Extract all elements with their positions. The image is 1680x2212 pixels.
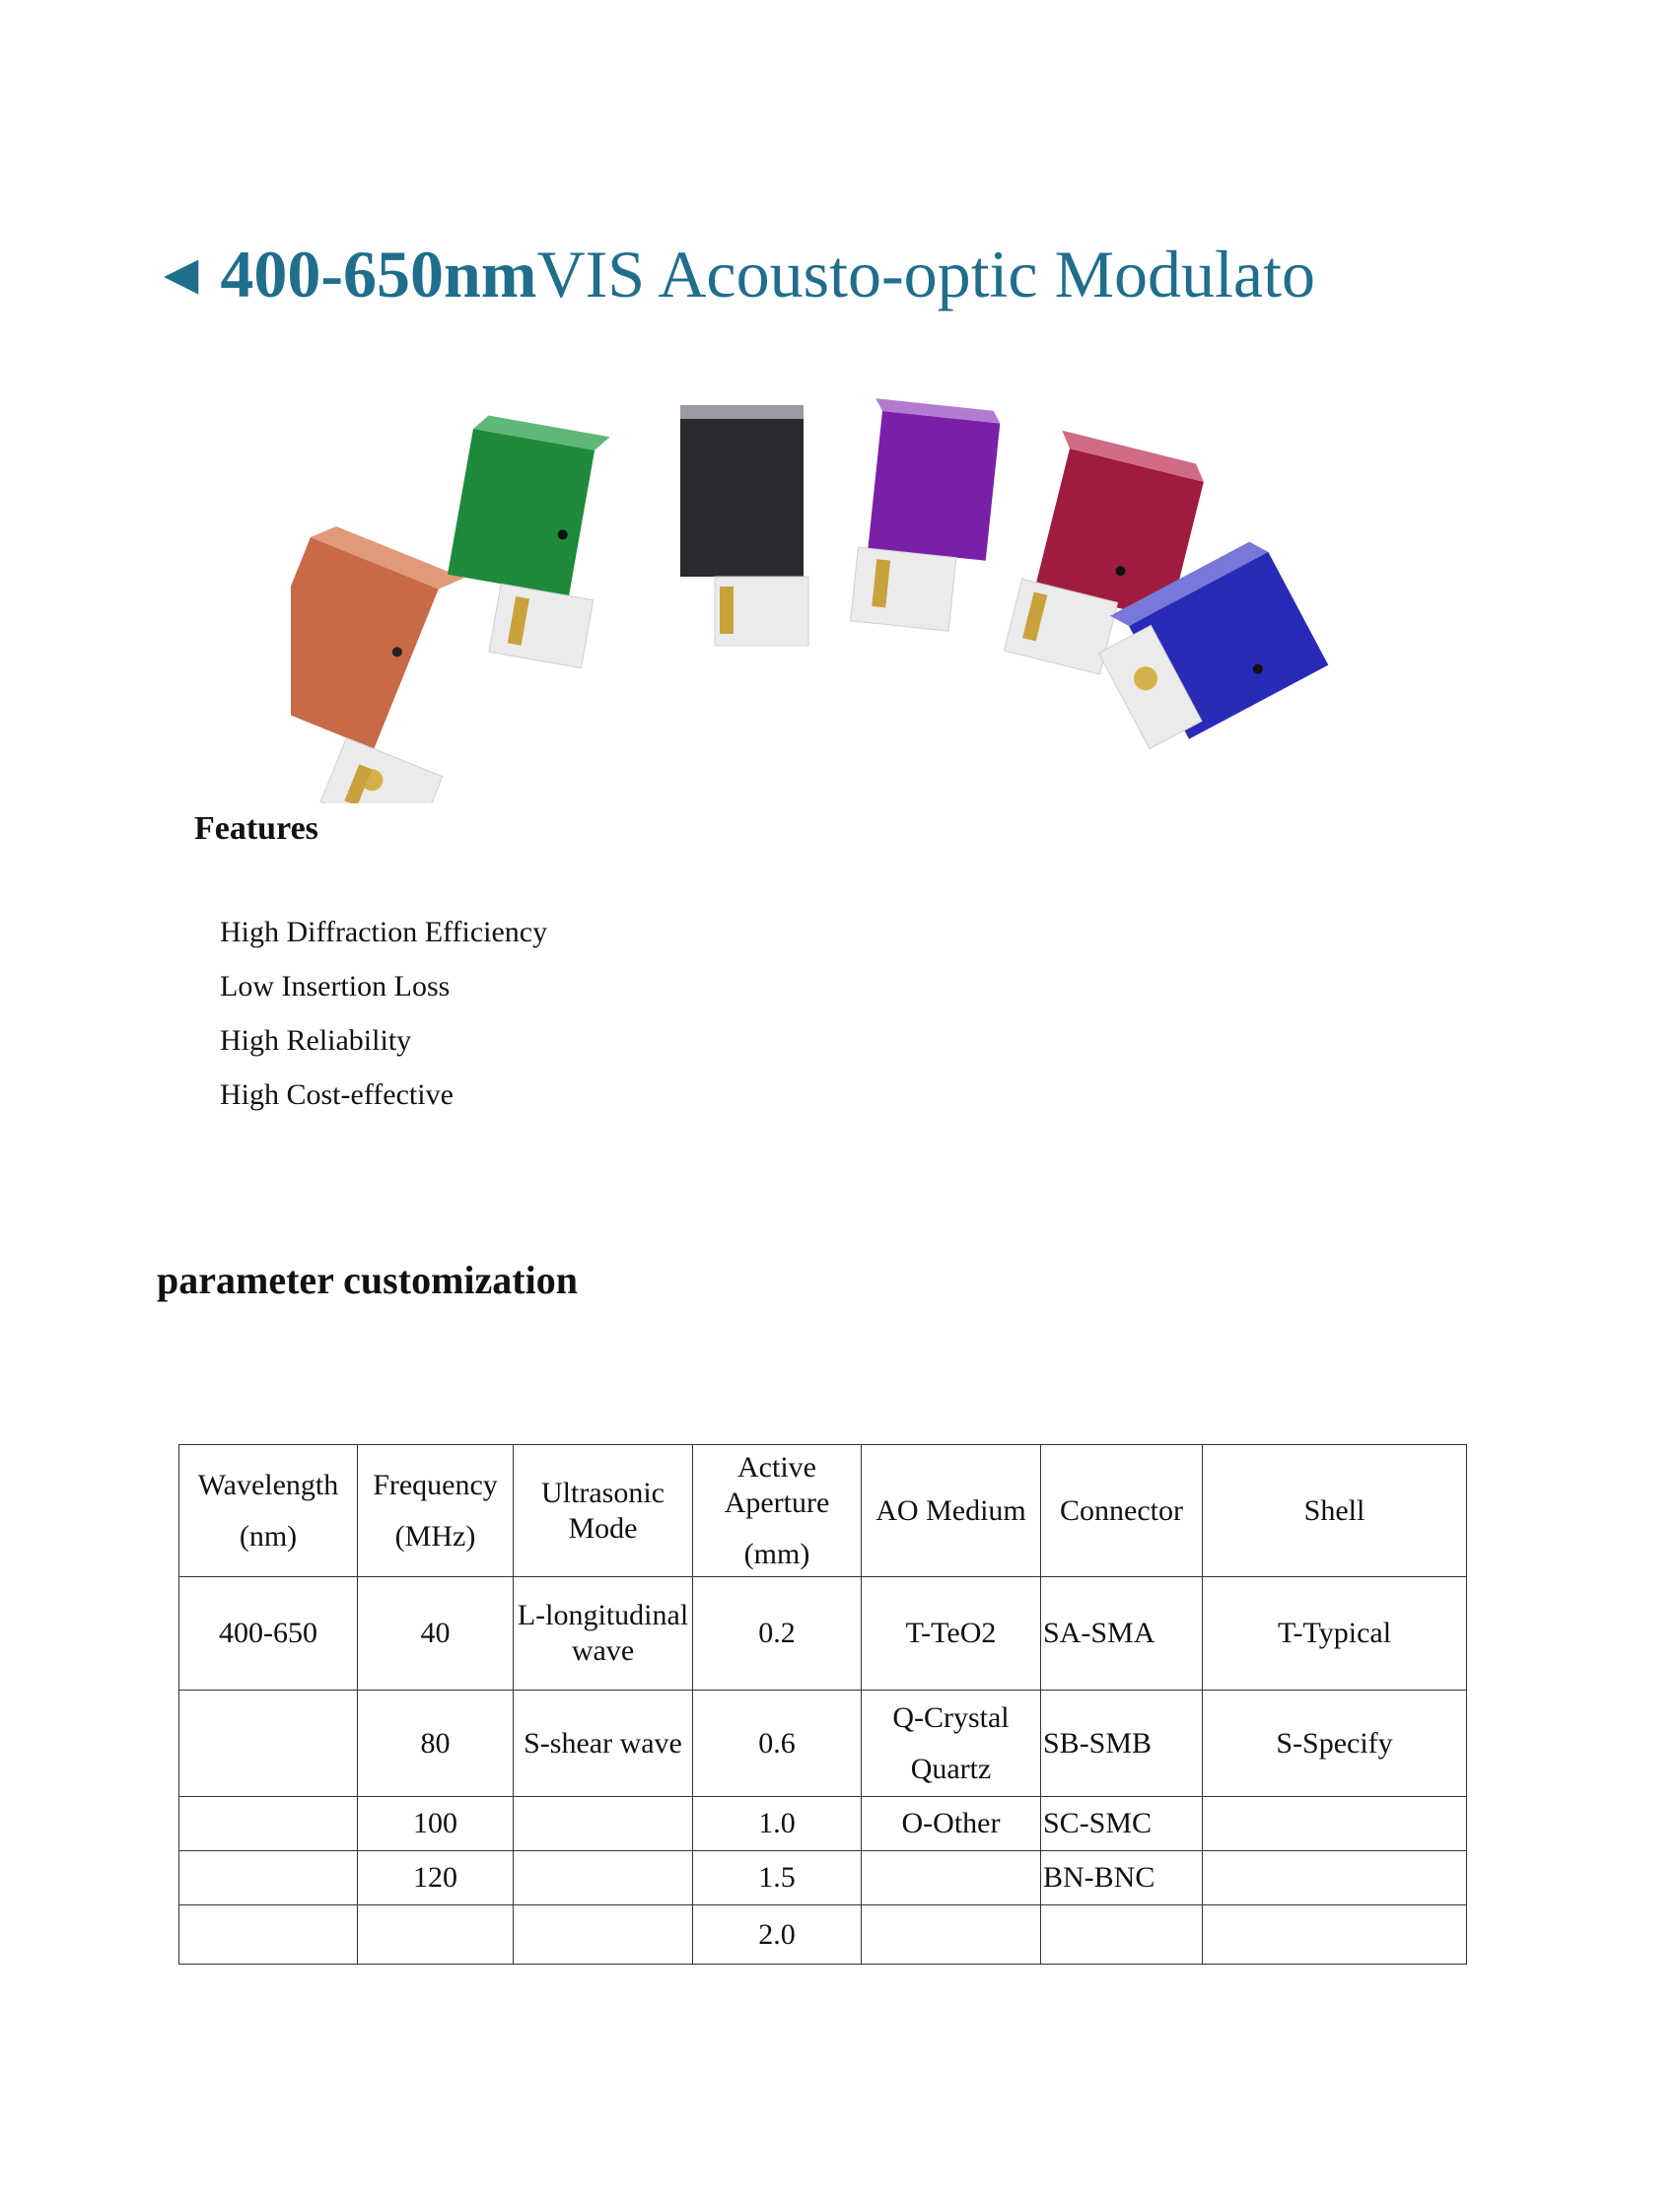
cell-wavelength bbox=[179, 1691, 358, 1797]
cell-aperture: 2.0 bbox=[693, 1905, 862, 1965]
cell-ultrasonic: S-shear wave bbox=[514, 1691, 693, 1797]
triangle-left-icon: ◀ bbox=[164, 248, 199, 299]
header-ultrasonic-mode: Ultrasonic Mode bbox=[514, 1445, 693, 1577]
title-wavelength: 400-650nm bbox=[220, 237, 537, 311]
header-active-aperture: Active Aperture (mm) bbox=[693, 1445, 862, 1577]
header-frequency: Frequency (MHz) bbox=[358, 1445, 514, 1577]
feature-item: High Reliability bbox=[220, 1024, 412, 1057]
modulator-black bbox=[680, 405, 808, 646]
title-text: VIS Acousto-optic Modulato bbox=[536, 237, 1316, 311]
header-ao-medium: AO Medium bbox=[862, 1445, 1041, 1577]
product-photo bbox=[291, 389, 1356, 803]
features-heading: Features bbox=[194, 810, 318, 847]
header-shell: Shell bbox=[1203, 1445, 1467, 1577]
modulator-purple bbox=[851, 398, 1002, 634]
cell-shell bbox=[1203, 1797, 1467, 1851]
table-row bbox=[179, 1577, 1467, 1691]
cell-wavelength bbox=[179, 1905, 358, 1965]
cell-frequency: 80 bbox=[358, 1691, 514, 1797]
cell-medium: T-TeO2 bbox=[862, 1577, 1041, 1691]
table-header-row bbox=[179, 1445, 1467, 1577]
cell-ultrasonic bbox=[514, 1905, 693, 1965]
page-title bbox=[164, 235, 1315, 313]
cell-ultrasonic bbox=[514, 1797, 693, 1851]
cell-shell: T-Typical bbox=[1203, 1577, 1467, 1691]
cell-aperture: 0.6 bbox=[693, 1691, 862, 1797]
cell-connector: BN-BNC bbox=[1041, 1851, 1203, 1905]
cell-connector: SC-SMC bbox=[1041, 1797, 1203, 1851]
parameter-heading: parameter customization bbox=[157, 1258, 578, 1302]
header-connector: Connector bbox=[1041, 1445, 1203, 1577]
cell-frequency: 120 bbox=[358, 1851, 514, 1905]
cell-wavelength bbox=[179, 1851, 358, 1905]
cell-ultrasonic: L-longitudinal wave bbox=[514, 1577, 693, 1691]
features-list bbox=[220, 913, 547, 1130]
cell-frequency: 100 bbox=[358, 1797, 514, 1851]
cell-connector: SB-SMB bbox=[1041, 1691, 1203, 1797]
feature-item: High Diffraction Efficiency bbox=[220, 916, 548, 948]
header-wavelength: Wavelength (nm) bbox=[179, 1445, 358, 1577]
table-row bbox=[179, 1691, 1467, 1797]
cell-aperture: 0.2 bbox=[693, 1577, 862, 1691]
cell-shell: S-Specify bbox=[1203, 1691, 1467, 1797]
cell-medium bbox=[862, 1851, 1041, 1905]
cell-aperture: 1.5 bbox=[693, 1851, 862, 1905]
feature-item: High Cost-effective bbox=[220, 1078, 454, 1111]
cell-wavelength bbox=[179, 1797, 358, 1851]
modulator-green bbox=[436, 413, 622, 667]
table-row bbox=[179, 1905, 1467, 1965]
cell-connector: SA-SMA bbox=[1041, 1577, 1203, 1691]
cell-connector bbox=[1041, 1905, 1203, 1965]
cell-shell bbox=[1203, 1905, 1467, 1965]
cell-medium: Q-Crystal Quartz bbox=[862, 1691, 1041, 1797]
cell-medium: O-Other bbox=[862, 1797, 1041, 1851]
cell-frequency: 40 bbox=[358, 1577, 514, 1691]
parameter-table bbox=[178, 1444, 1467, 1965]
cell-shell bbox=[1203, 1851, 1467, 1905]
cell-frequency bbox=[358, 1905, 514, 1965]
table-row bbox=[179, 1797, 1467, 1851]
cell-wavelength: 400-650 bbox=[179, 1577, 358, 1691]
cell-medium bbox=[862, 1905, 1041, 1965]
feature-item: Low Insertion Loss bbox=[220, 970, 451, 1002]
cell-ultrasonic bbox=[514, 1851, 693, 1905]
cell-aperture: 1.0 bbox=[693, 1797, 862, 1851]
table-row bbox=[179, 1851, 1467, 1905]
